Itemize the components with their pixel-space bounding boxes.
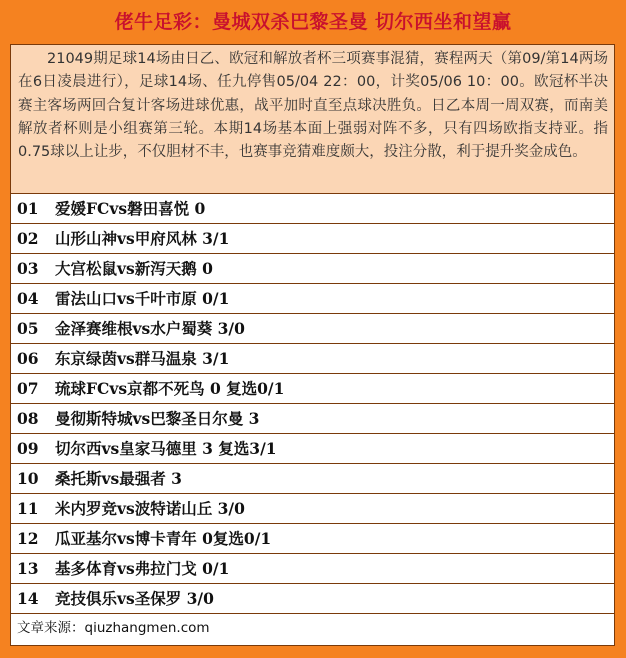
intro-paragraph: 21049期足球14场由日乙、欧冠和解放者杯三项赛事混猜，赛程两天（第09/第14两场在6日凌晨进行），足球14场、任九停售05/04 22：00，计奖05/06 10：00。欧冠杯半决赛主客场两回合复计客场进球优惠，战平加时直至点球决胜负。日乙本周一周双赛，而南美解放者杯则是小组赛第三轮。本期14场基本面上强弱对阵不多，只有四场欧指支持亚。指0.75球以上让步，不仅胆材不丰，也赛事竞猜难度颇大，投注分散，利于提升奖金成色。: [11, 45, 614, 194]
match-text: 基多体育vs弗拉门戈 0/1: [55, 559, 230, 578]
match-number: 09: [17, 439, 39, 458]
match-row: [11, 434, 614, 464]
match-text: 切尔西vs皇家马德里 3 复选3/1: [55, 439, 277, 458]
match-row: [11, 524, 614, 554]
match-row: [11, 404, 614, 434]
match-text: 米内罗竞vs波特诺山丘 3/0: [55, 499, 245, 518]
match-row: [11, 224, 614, 254]
match-number: 13: [17, 559, 39, 578]
match-list: [11, 194, 614, 614]
match-number: 10: [17, 469, 39, 488]
page-title: 佬牛足彩：曼城双杀巴黎圣曼 切尔西坐和望赢: [114, 11, 512, 33]
match-number: 01: [17, 199, 39, 218]
source-line: 文章来源：qiuzhangmen.com: [11, 614, 614, 645]
match-number: 14: [17, 589, 39, 608]
match-table: [10, 44, 615, 646]
match-number: 04: [17, 289, 39, 308]
match-row: [11, 284, 614, 314]
match-row: [11, 314, 614, 344]
match-text: 雷法山口vs千叶市原 0/1: [55, 289, 230, 308]
match-text: 琉球FCvs京都不死鸟 0 复选0/1: [55, 379, 285, 398]
match-text: 大宫松鼠vs新泻天鹅 0: [55, 259, 213, 278]
match-text: 金泽赛维根vs水户蜀葵 3/0: [55, 319, 245, 338]
match-number: 06: [17, 349, 39, 368]
match-row: [11, 194, 614, 224]
match-row: [11, 584, 614, 614]
match-text: 桑托斯vs最强者 3: [55, 469, 182, 488]
match-row: [11, 554, 614, 584]
match-text: 曼彻斯特城vs巴黎圣日尔曼 3: [55, 409, 260, 428]
match-number: 02: [17, 229, 39, 248]
match-text: 山形山神vs甲府风林 3/1: [55, 229, 230, 248]
match-number: 03: [17, 259, 39, 278]
match-row: [11, 344, 614, 374]
match-row: [11, 494, 614, 524]
match-number: 12: [17, 529, 39, 548]
match-number: 11: [17, 499, 39, 518]
match-text: 爱媛FCvs磐田喜悦 0: [55, 199, 206, 218]
match-row: [11, 374, 614, 404]
match-number: 05: [17, 319, 39, 338]
match-row: [11, 254, 614, 284]
match-number: 08: [17, 409, 39, 428]
match-text: 竞技俱乐vs圣保罗 3/0: [55, 589, 214, 608]
match-row: [11, 464, 614, 494]
match-number: 07: [17, 379, 39, 398]
match-text: 瓜亚基尔vs博卡青年 0复选0/1: [55, 529, 272, 548]
match-text: 东京绿茵vs群马温泉 3/1: [55, 349, 230, 368]
